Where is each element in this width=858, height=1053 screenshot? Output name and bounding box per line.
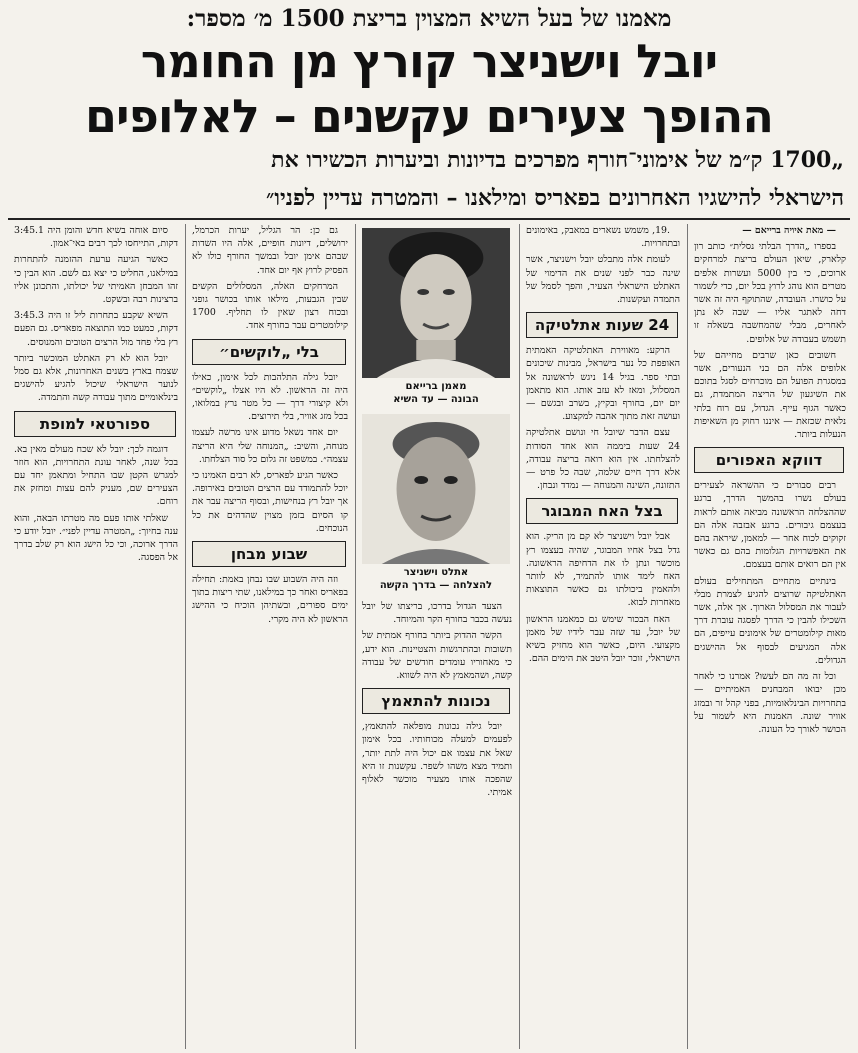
section-heading: דווקא האפורים <box>694 447 844 473</box>
athlete-portrait-photo <box>362 414 510 564</box>
article-column-1 <box>687 224 850 1049</box>
subhead-line-2: הישראלי להישגיו האחרונים בפאריס ומילאנו – והמטרה עדיין לפניו״ <box>266 185 844 211</box>
photo-caption-1: מאמן ברייאם הבונה — עד השיא <box>393 381 479 405</box>
section-heading: נכונות להתאמץ <box>362 688 510 714</box>
article-column-3 <box>355 224 516 1049</box>
paragraph: הקשר ההדוק ביותר בחורף אמתית של תשובות ובהתרגשות והצטיינות. הוא ידע, כי מאחוריו עומדים חודשים של עבודה קשה, ושהמאמץ לא היה לשווא. <box>362 630 512 682</box>
paragraph: עצם הדבר שיובל חי ונושם אתלטיקה 24 שעות ביממה הוא אחד הסודות להצלחתו. אין הוא רואה בריצה עבודה, אלא דרך חיים שלמה, שבה כל פרט — התזונה, השינה והמנוחה — נמדד ונבחן. <box>526 427 680 492</box>
subhead-line-1: „1700 ק״מ של אימוני־חורף מפרכים בדיונות וביערות הכשירו את <box>271 147 844 173</box>
paragraph: כאשר הגיעה ערעת ההזמנה להתחרות במילאנו, החליט כי יצא גם לשם. הוא הבין כי זהו המבחן האמיתי של יכולתו, והתכונן אליו ברצינות רבה ובשקט. <box>14 254 178 306</box>
section-heading: בצל האח המבוגר <box>526 498 678 524</box>
paragraph: בספרו „הדרך הבלתי נסלית״ כותב רון קלארק, שיאן העולם בריצת למרחקים ארוכים, כי בין 5000 ועשרות אלפים מטרים הוא נוהג לרוץ בכל יום, כדי לשמור על כושרו. העובדה, שהתוקף היה זה אשר דחה לאתגר אליו — שבה לא נתן לאחרים, מבלי שהמחשבה בשאלה זו תשמש בעבודה של אלופים. <box>694 241 846 345</box>
section-heading: ספורטאי למופת <box>14 411 176 437</box>
article-column-5 <box>8 224 182 1049</box>
paragraph: וזה היה השבוע שבו נבחן באמת: תחילה בפאריס ואחר כך במילאנו, שתי ריצות בתוך ימים ספורים, ובשתיהן הוכיח כי ההישג הראשון לא היה מקרי. <box>192 574 348 625</box>
coach-portrait-photo <box>362 228 510 378</box>
paragraph: הרקע: מאווירת האתלטיקה האמתית האופפת כל נער בישראל, מבינות שיכונים ובתי ספר. בגיל 14 ניגש לראשונה אל המסלול, ומאז לא עזב אותו. הוא מתאמן יום יום, בחורף ובקיץ, בשרב ובגשם — ועושה זאת מתוך אהבה למקצוע. <box>526 345 680 423</box>
section-heading: 24 שעות אתלטיקה <box>526 312 678 338</box>
paragraph: יום אחד נשאל מדוע אינו מרשה לעצמו מנוחה, והשיב: „המנוחה שלי היא הריצה עצמה״. במשפט זה גלום כל סוד הצלחתו. <box>192 427 348 465</box>
article-column-2 <box>519 224 684 1049</box>
paragraph: שאלתי אותו פעם מה מטרתו הבאה, והוא ענה בחיוך: „המטרה עדיין לפני״. יובל יודע כי הדרך ארוכה, וכי כל הישג הוא רק שלב בדרך אל הפסגה. <box>14 512 178 564</box>
paragraph: חשובים כאן שרבים מחייהם של אלופים אלה הם בני הנעורים, אשר במסגרת הפועל הם מוכרחים לסגל בתוכם את השיגעון של הריצה המתמדת, גם כאשר הגוף עייף. הגדול, עם רוח בלתי נלאית שכזאת — איננו רחוק מן השאיפות הנעלות ביותר. <box>694 349 846 441</box>
section-heading: שבוע מבחן <box>192 541 346 567</box>
paragraph: יובל גילה נכונות מופלאה להתאמץ, לפעמים למעלה מכוחותיו. בכל אימון שאל את עצמו אם יכול היה לתת יותר, ותמיד מצא משהו לשפר. עקשנות זו היא שהפכה אותו מצעיר מוכשר לאלוף אמיתי. <box>362 721 512 799</box>
paragraph: וכל זה מה הם לעשו? אמרנו כי לאחר מכן יבואו המבחנים האמיתיים — בתחרויות הבינלאומיות, בפני קהל זר ובמזג אוויר שונה. האמנות היא לשמור על הכושר לאורך כל העונה. <box>694 671 846 735</box>
paragraph: יובל הוא לא רק האתלט המוכשר ביותר שצמח בארץ בשנים האחרונות, אלא גם סמל לנוער הישראלי שיכול להגיע להישגים בינלאומיים מתוך עבודה קשה והתמדה. <box>14 352 178 404</box>
paragraph: האח הבכור שימש גם כמאמנו הראשון של יובל, עד שזה עבר לידיו של מאמן מקצועי. היום, כאשר הוא מחזיק בשיא הישראלי, זוכר יובל היטב את הימים ההם. <box>526 613 680 665</box>
headline-line-1: יובל וישניצר קורץ מן החומר <box>140 34 718 88</box>
headline-line-2: ההופך צעירים עקשנים – לאלופים <box>85 89 773 143</box>
paragraph: כאשר הגיע לפאריס, לא רבים האמינו כי יוכל להתמודד עם הרצים הטובים באירופה. אך יובל רץ בנחישות, ובסוף הריצה עבר את קו הסיום בזמן מצוין שהדהים את כל הנוכחים. <box>192 470 348 534</box>
paragraph: הצעד הגדול בדרכו, בריצתו של יובל נעשה בכבר בחורף הקר והמיוחד. <box>362 601 512 626</box>
paragraph: אבל יובל וישניצר לא קם מן הריק. הוא גדל בצל אחיו המבוגר, שהיה בעצמו רץ מוכשר ונתן לו את הדחיפה הראשונה. האח לימד אותו להתמיד, לא לוותר ולהאמין ביכולתו גם כאשר התוצאות מאחרות לבוא. <box>526 531 680 609</box>
paragraph: דוגמה לכך: יובל לא שכח מעולם מאין בא. בכל שנה, לאחר עונת התחרויות, הוא חוזר למגרש הקטן שבו התחיל ומתאמן יחד עם הצעירים שם, מעניק להם עצות ומחזק את רוחם. <box>14 443 178 508</box>
paragraph: רבים סבורים כי ההשראה לצעירים בעולם נשרו בהמשך הדרך, ברגע שההצלחה הראשונה מביאה אותם לראות בעצמם גיבורים. ברגע אבזבה אלה הם זקוקים לכוח אחר — למאמן, שיראה בהם את האפשרויות הגלומות בהם גם כאשר אין הם רואים אותם בעצמם. <box>694 480 846 571</box>
paragraph: השיא שקבע בתחרות ליל זו היה 3:45.3 דקות, כמעט כמו התוצאה מפאריס. גם הפעם רץ בלי פחד מול הרצים הטובים והמנוסים. <box>14 310 178 348</box>
section-heading: בלי „לוקשים״ <box>192 339 346 365</box>
paragraph: .19, משמש נשארים במאבק, באימונים ובתחרויות. <box>526 225 680 250</box>
paragraph: סיום אוחה בשיא חדש והומן היה 3:45.1 דקות, התייחסו לכך רבים באי־אמון. <box>14 225 178 250</box>
kicker-line: מאמנו של בעל השיא המצוין בריצת 1500 מ׳ מספר: <box>186 5 672 32</box>
article-column-4 <box>185 224 352 1049</box>
paragraph: המרחקים האלה, המסלולים הקשים שבין הגבעות, מילאו אותו בכושר גופני ובכוח רצון שאין לו תחליף. 1700 קילומטרים עבר בחורף אחד. <box>192 280 348 332</box>
paragraph: גם כן: הר הגליל, יערות הכרמל, ירושלים, דיונות חופיים, אלה היו השדות שבהם אימן יובל ובמשך החורף כולו לא הפסיק לרוץ אף יום אחד. <box>192 225 348 276</box>
byline: — מאת איויה ברייאם — <box>742 225 836 236</box>
paragraph: יובל גילה התלהבות לכל אימון, כאילו היה זה הראשון. לא היו אצלו „לוקשים״ ולא קיצורי דרך — כל מטר נרץ במלואו, בכל מזג אוויר, בלי תירוצים. <box>192 371 348 423</box>
photo-caption-2: אתלט וישניצר להצלחה — בדרך הקשה <box>379 567 493 591</box>
headline-rule <box>8 218 850 220</box>
paragraph: לעומת אלה מתבלט יובל וישניצר, אשר שינה כבר לפני שנים את הדימוי של האתלט הישראלי הצעיר, והפך לסמל של התמדה ועקשנות. <box>526 254 680 306</box>
paragraph: בינתיים מתחיים המתחילים בעולם האתלטיקה שרוצים להגיע לצמרת מבלי לעבור את המסלול הארוך. אך אלה, אשר השכילו להבין כי הדרך לפסגה עוברת דרך מאות קילומטרים של אימונים עייפים, הם אלה המגיעים לבסוף אל ההישגים הגדולים. <box>694 575 846 666</box>
